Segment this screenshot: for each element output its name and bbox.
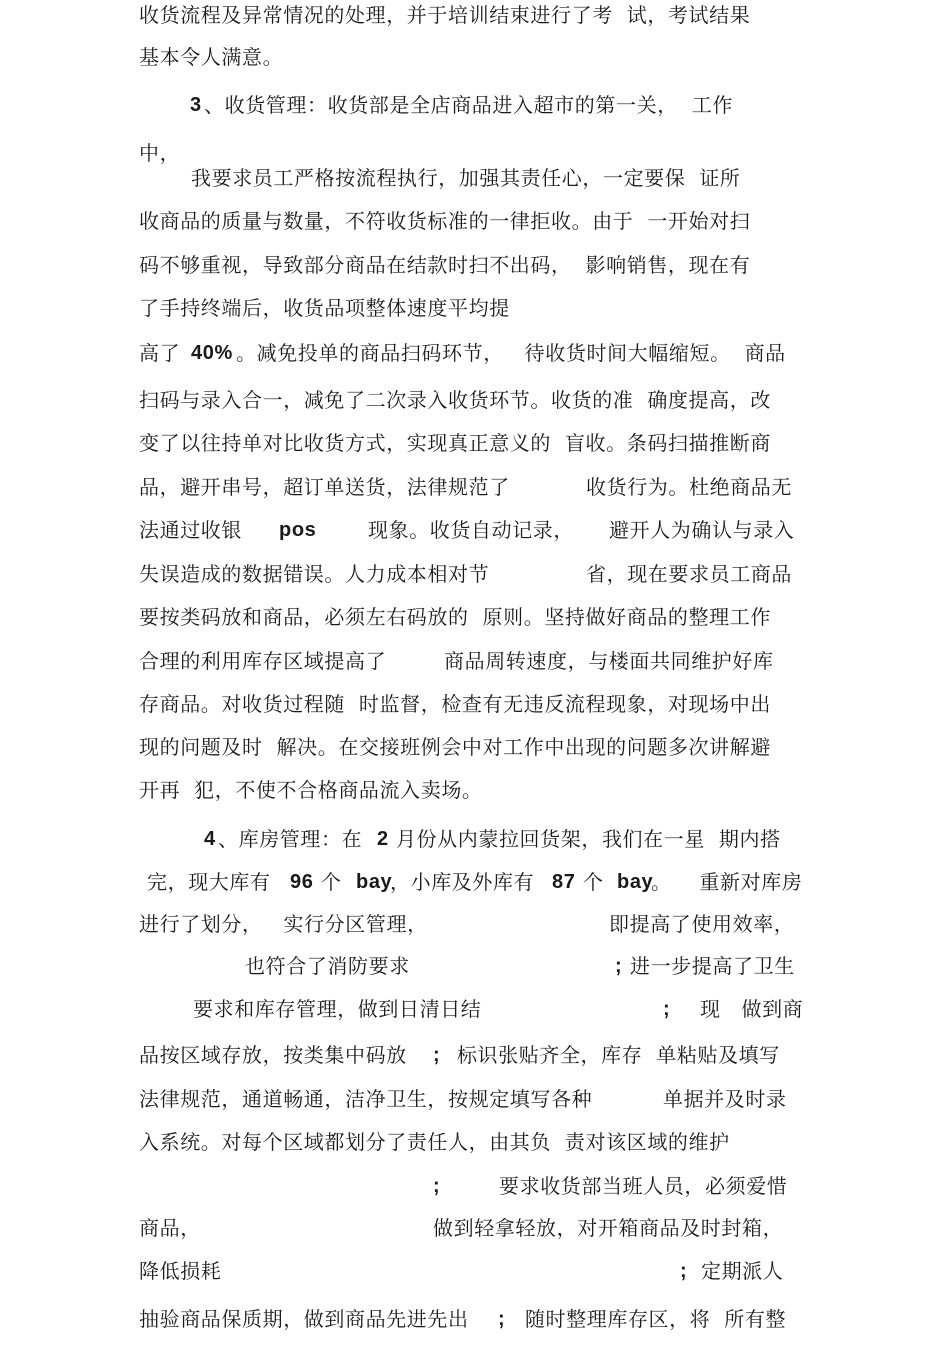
semicolon: ; [663,998,671,1020]
semicolon: ; [433,1175,441,1197]
text-fragment: 商品， [139,1216,201,1240]
bay-unit: bay [617,871,654,893]
pos-term: pos [279,519,317,541]
text-line: 基本令人满意。 [139,45,284,69]
semicolon: ; [433,1044,441,1066]
text-fragment: 完，现大库有 [147,870,278,894]
text-fragment: 抽验商品保质期，做到商品先进先出 [139,1307,476,1331]
text-line: 现的问题及时 解决。在交接班例会中对工作中出现的问题多次讲解避 [139,735,771,759]
text-fragment: 高了 [139,341,188,365]
text-line: 收货流程及异常情况的处理，并于培训结束进行了考 试，考试结果 [139,3,751,27]
text-fragment: 要求和库存管理，做到日清日结 [193,997,482,1021]
text-fragment: 做到轻拿轻放，对开箱商品及时封箱， [433,1216,784,1240]
text-line: 码不够重视，导致部分商品在结款时扫不出码， 影响销售，现在有 [139,253,751,277]
text-fragment: 月份从内蒙拉回货架，我们在一星 期内搭 [389,827,781,851]
text-fragment: 品，避开串号，超订单送货，法律规范了 [139,475,510,499]
semicolon: ; [615,955,623,977]
text-fragment: 。 重新对库房 [651,870,803,894]
section-heading: 、收货管理：收货部是全店商品进入超市的第一关， 工作 [204,93,733,117]
text-fragment: 。减免投单的商品扫码环节， 待收货时间大幅缩短。 商品 [236,341,786,365]
text-fragment: 进一步提高了卫生 [630,954,795,978]
section-heading: 、库房管理：在 [218,827,370,851]
text-fragment: 也符合了消防要求 [245,954,410,978]
text-line: 收商品的质量与数量，不符收货标准的一律拒收。由于 一开始对扫 [139,209,751,233]
semicolon: ; [498,1308,506,1330]
text-fragment: 降低损耗 [139,1259,222,1283]
text-fragment: 单据并及时录 [663,1087,787,1111]
text-fragment: 省，现在要求员工商品 [586,562,792,586]
bay-unit: bay [356,871,393,893]
bay-count-small: 87 [552,871,576,893]
section-number: 3 [190,94,202,116]
text-line: 开再 犯，不使不合格商品流入卖场。 [139,778,483,802]
section-number: 4 [204,828,216,850]
text-fragment: 法律规范，通道畅通，洁净卫生，按规定填写各种 [139,1087,593,1111]
text-fragment: 随时整理库存区，将 所有整 [518,1307,787,1331]
text-line: 我要求员工严格按流程执行，加强其责任心，一定要保 证所 [191,166,741,190]
text-line: 入系统。对每个区域都划分了责任人，由其负 责对该区域的维护 [139,1130,730,1154]
text-fragment: 要求收货部当班人员，必须爱惜 [499,1174,788,1198]
text-fragment: 标识张贴齐全，库存 单粘贴及填写 [450,1043,780,1067]
text-line: 存商品。对收货过程随 时监督，检查有无违反流程现象，对现场中出 [139,692,771,716]
text-line: 中， [139,141,181,165]
text-fragment: 合理的利用库存区域提高了 [139,649,387,673]
semicolon: ; [680,1260,688,1282]
text-fragment: 避开人为确认与录入 [609,518,795,542]
text-fragment: 即提高了使用效率， [609,912,795,936]
text-fragment: 定期派人 [701,1259,784,1283]
text-fragment: 商品周转速度，与楼面共同维护好库 [444,649,774,673]
month-number: 2 [377,828,389,850]
text-fragment: 品按区域存放，按类集中码放 [139,1043,414,1067]
text-fragment: ，小库及外库有 [390,870,542,894]
text-line: 变了以往持单对比收货方式，实现真正意义的 盲收。条码扫描推断商 [139,431,771,455]
text-fragment: 个 [576,870,611,894]
percent-value: 40% [191,342,233,364]
text-fragment: 法通过收银 [139,518,242,542]
text-fragment: 失误造成的数据错误。人力成本相对节 [139,562,490,586]
text-fragment: 进行了划分， 实行分区管理， [139,912,428,936]
text-line: 扫码与录入合一，减免了二次录入收货环节。收货的准 确度提高，改 [139,388,771,412]
text-line: 要按类码放和商品，必须左右码放的 原则。坚持做好商品的整理工作 [139,605,771,629]
text-fragment: 收货行为。杜绝商品无 [586,475,792,499]
text-fragment: 现 做到商 [700,997,804,1021]
text-line: 了手持终端后，收货品项整体速度平均提 [139,296,510,320]
bay-count-large: 96 [290,871,314,893]
text-fragment: 现象。收货自动记录， [368,518,574,542]
text-fragment: 个 [314,870,349,894]
